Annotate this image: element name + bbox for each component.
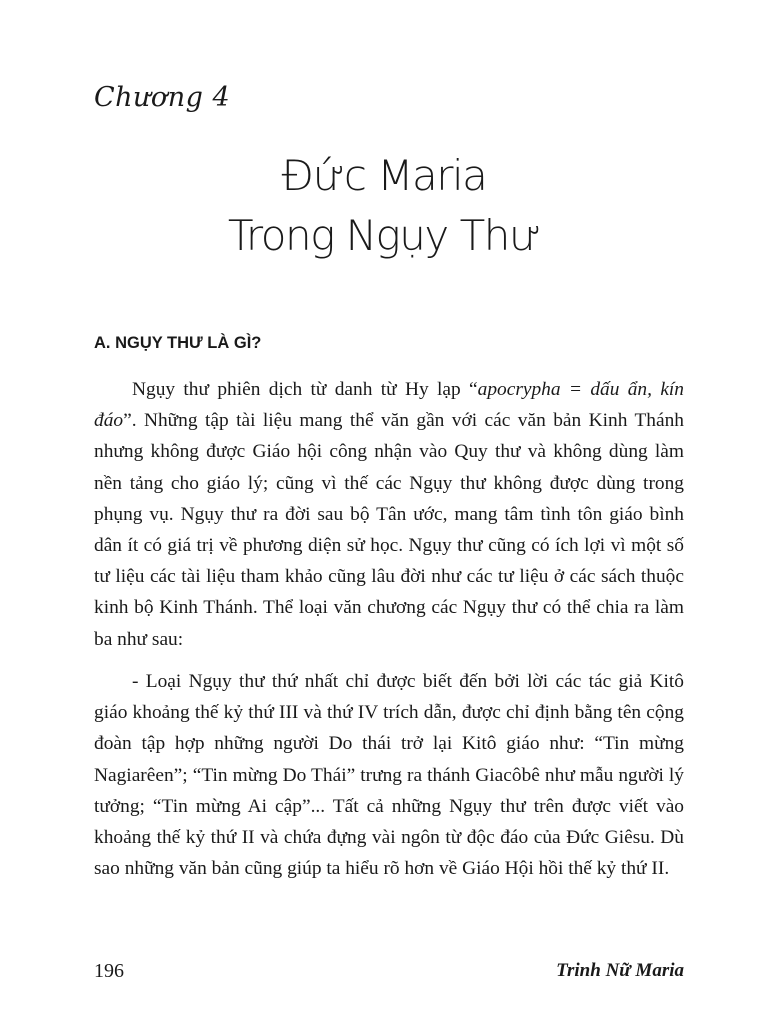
section-heading: A. NGỤY THƯ LÀ GÌ? (94, 334, 262, 352)
paragraph-1-text-b: ”. Những tập tài liệu mang thể văn gần với các văn bản Kinh Thánh nhưng không được Giáo hội công nhận vào Quy thư và không dùng làm nền tảng cho giáo lý; cũng vì thế các Ngụy thư không được dùng trong phụng vụ. Ngụy thư ra đời sau bộ Tân ước, mang tâm tình tôn giáo bình dân ít có giá trị về phương diện sử học. Ngụy thư cũng có ích lợi vì một số tư liệu các tài liệu tham khảo cũng lâu đời như các tư liệu ở các sách thuộc kinh bộ Kinh Thánh. Thể loại văn chương các Ngụy thư có thể chia ra làm ba như sau: (94, 410, 684, 650)
chapter-title (0, 146, 768, 266)
chapter-label: Chương 4 (94, 82, 231, 113)
paragraph-2: - Loại Ngụy thư thứ nhất chỉ được biết đến bởi lời các tác giả Kitô giáo khoảng thế kỷ thứ III và thứ IV trích dẫn, được chỉ định bằng tên cộng đoàn tập hợp những người Do thái trở lại Kitô giáo như: “Tin mừng Nagiarêen”; “Tin mừng Do Thái” trưng ra thánh Giacôbê như mẫu người lý tưởng; “Tin mừng Ai cập”... Tất cả những Ngụy thư trên được viết vào khoảng thế kỷ thứ II và chứa đựng vài ngôn từ độc đáo của Đức Giêsu. Dù sao những văn bản cũng giúp ta hiểu rõ hơn về Giáo Hội hồi thế kỷ thứ II. (94, 671, 684, 880)
page-number: 196 (94, 960, 124, 982)
paragraph-1 (94, 374, 684, 655)
running-title: Trinh Nữ Maria (556, 960, 684, 981)
paragraph-1-italic-term: apocrypha = dấu ẩn, kín đáo (94, 379, 685, 432)
chapter-title-line-1: Đức Maria (281, 151, 487, 200)
page-footer (94, 960, 684, 990)
paragraph-1-text-a: Ngụy thư phiên dịch từ danh từ Hy lạp “ (132, 379, 478, 400)
chapter-title-line-2: Trong Ngụy Thư (227, 211, 541, 260)
